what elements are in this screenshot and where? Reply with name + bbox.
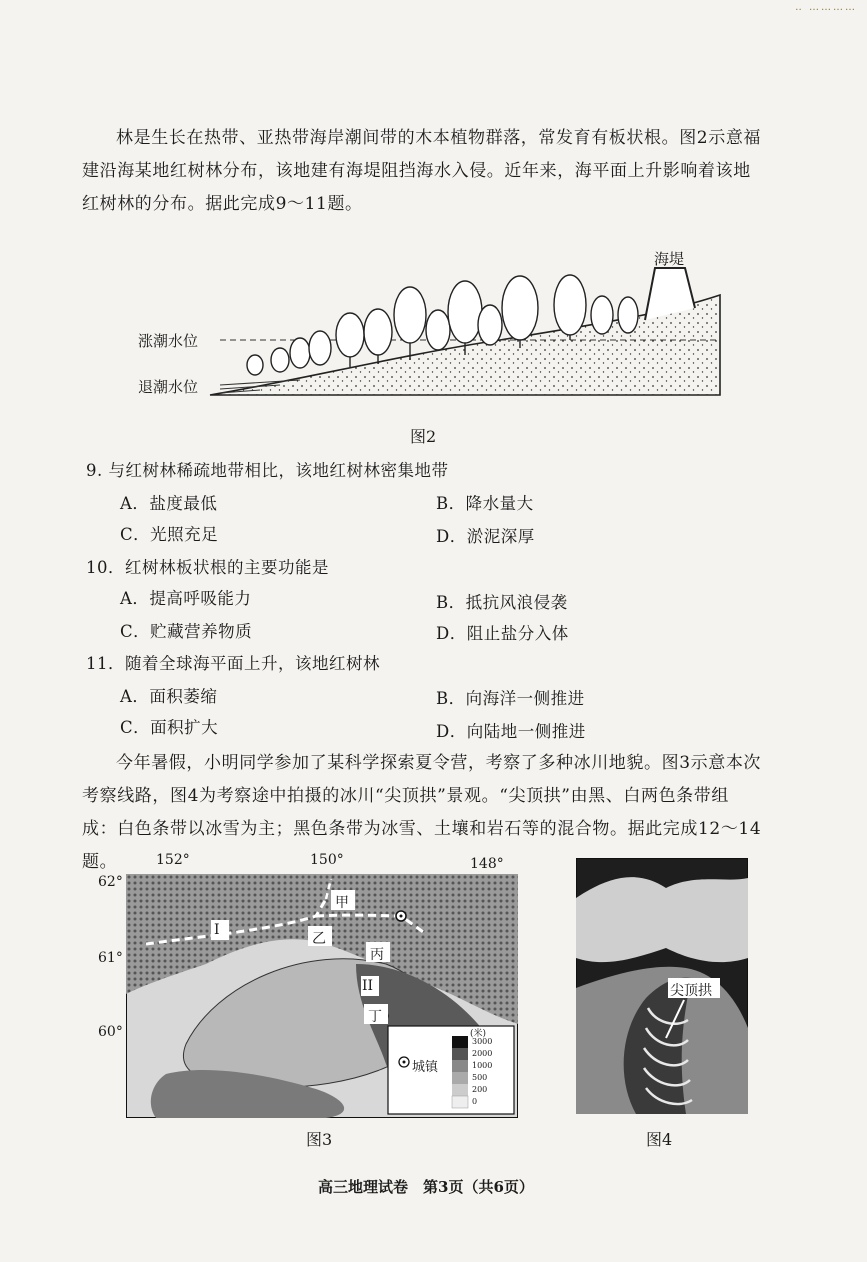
- legend-unit: (米): [470, 1029, 487, 1039]
- intro-paragraph-1: 林是生长在热带、亚热带海岸潮间带的木本植物群落，常发育有板状根。图2示意福建沿海某地红树林分布，该地建有海堤阻挡海水入侵。近年来，海平面上升影响着该地红树林的分布。据此完成9～11题。: [82, 128, 762, 214]
- intro-paragraph-2: 今年暑假，小明同学参加了某科学探索夏令营，考察了多种冰川地貌。图3示意本次考察线路，图4为考察途中拍摄的冰川“尖顶拱”景观。“尖顶拱”由黑、白两色条带组成：白色条带以冰雪为主；黑色条带为冰雪、土壤和岩石等的混合物。据此完成12～14题。: [82, 753, 762, 872]
- page-footer: 高三地理试卷 第3页（共6页）: [318, 1178, 534, 1196]
- question-10-option-b: B．抵抗风浪侵袭: [436, 593, 568, 612]
- question-9-option-a: A．盐度最低: [120, 494, 218, 513]
- label-dike: 海堤: [654, 250, 685, 268]
- legend-values: 3000 2000 1000 500 200 0: [472, 1037, 493, 1106]
- question-11-option-c: C．面积扩大: [120, 718, 219, 737]
- route-i: I: [214, 922, 220, 938]
- place-ding: 丁: [368, 1009, 382, 1025]
- place-bing: 丙: [370, 947, 384, 963]
- question-11-option-d: D．向陆地一侧推进: [436, 722, 586, 741]
- figure-4-photo: [576, 858, 748, 1114]
- place-jia: 甲: [335, 895, 349, 911]
- question-11-option-b: B．向海洋一侧推进: [436, 689, 585, 708]
- question-9-option-d: D．淤泥深厚: [436, 527, 535, 546]
- lat-61: 61°: [98, 950, 123, 966]
- label-high-tide: 涨潮水位: [138, 332, 199, 350]
- label-low-tide: 退潮水位: [138, 378, 199, 396]
- lat-62: 62°: [98, 874, 123, 890]
- question-10-option-c: C．贮藏营养物质: [120, 622, 253, 641]
- page-corner-mark: ‥ …………: [795, 2, 857, 13]
- figure-3-map: [126, 874, 518, 1118]
- question-11-stem: 11．随着全球海平面上升，该地红树林: [86, 654, 380, 673]
- lon-150: 150°: [310, 852, 344, 868]
- question-9-stem: 9. 与红树林稀疏地带相比，该地红树林密集地带: [86, 461, 449, 480]
- place-yi: 乙: [312, 931, 326, 947]
- figure-3-caption: 图3: [306, 1130, 333, 1149]
- question-11-option-a: A．面积萎缩: [120, 687, 218, 706]
- figure-2-caption: 图2: [410, 427, 437, 446]
- question-9-option-c: C．光照充足: [120, 525, 219, 544]
- lon-148: 148°: [470, 856, 504, 872]
- lat-60: 60°: [98, 1024, 123, 1040]
- question-10-stem: 10．红树林板状根的主要功能是: [86, 558, 329, 577]
- figure-4-caption: 图4: [646, 1130, 673, 1149]
- question-9-option-b: B．降水量大: [436, 494, 534, 513]
- route-ii: II: [362, 978, 374, 994]
- figure-2-diagram: [120, 240, 740, 405]
- question-10-option-d: D．阻止盐分入体: [436, 624, 569, 643]
- question-10-option-a: A．提高呼吸能力: [120, 589, 252, 608]
- label-pointed-arch: 尖顶拱: [670, 983, 712, 999]
- lon-152: 152°: [156, 852, 190, 868]
- legend-town: 城镇: [412, 1060, 439, 1075]
